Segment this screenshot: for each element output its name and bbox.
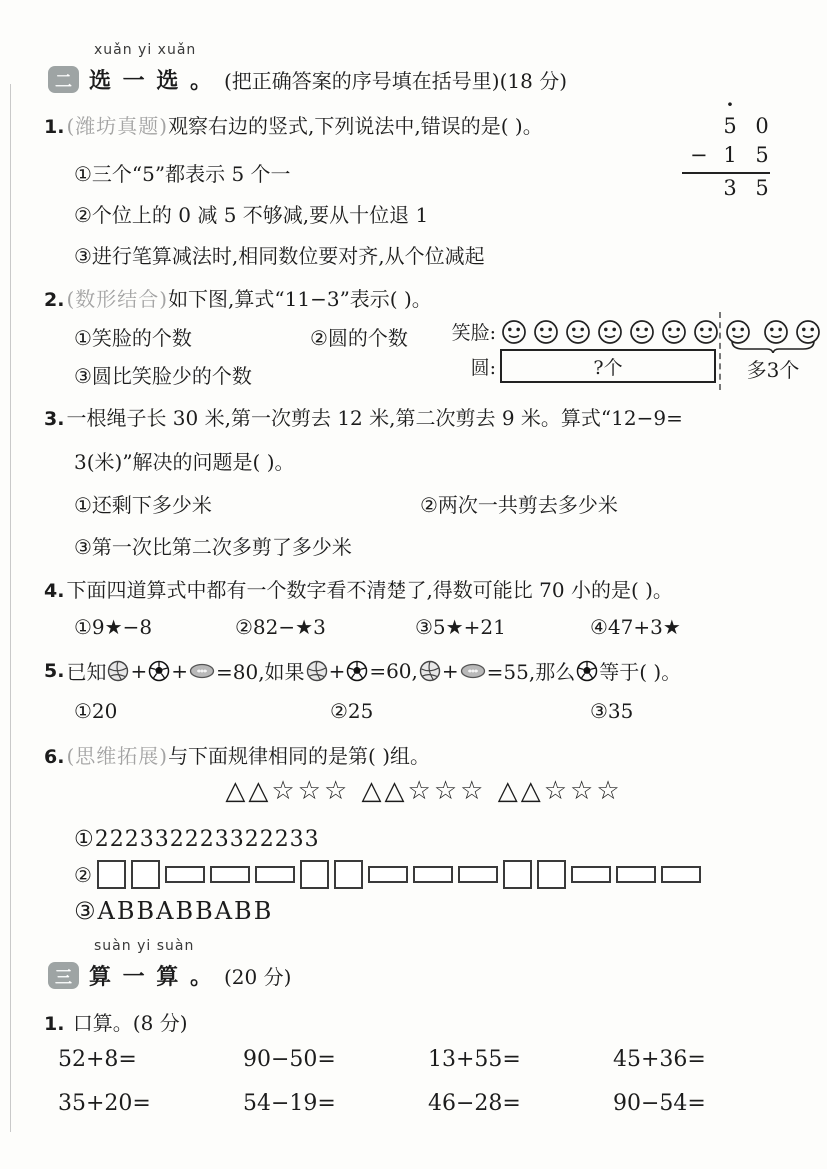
question-2-tag: (数形结合) [66,287,169,311]
q2-options-row [74,322,408,351]
question-1-tag: (潍坊真题) [66,114,169,138]
q6-option-1: ①222332223322233 [74,827,320,852]
question-2 [44,283,432,312]
q4-options-row [74,615,681,639]
section-calc-note: (20 分) [223,965,292,989]
q4-option-2: ②82−★3 [235,615,326,639]
page-left-border [10,84,11,1132]
q5-option-3: ③35 [590,699,634,723]
q6-option-2 [74,860,701,889]
question-6-tag: (思维拓展) [66,744,169,768]
q3-option-2: ②两次一共剪去多少米 [420,493,618,517]
question-5-number: 5. [44,659,65,682]
smiley-group-left [500,319,752,345]
soccer-ball-icon [346,660,368,682]
soccer-ball-icon [576,660,598,682]
q5-text-segment: 等于( )。 [599,660,682,684]
flat-rect-shape [368,866,408,883]
question-5-equation [66,656,681,685]
extra-count-label: 多3个 [746,357,800,382]
question-1-number: 1. [44,116,65,138]
q5-text-segment: 已知 [66,660,107,684]
q5-text-segment: + [171,658,188,683]
big-square-shape [97,860,126,889]
oral-problems-row-1 [58,1047,798,1072]
borrow-dot: · [726,92,734,116]
q5-text-segment: =60, [369,658,418,683]
q1-option-3: ③进行笔算减法时,相同数位要对齐,从个位减起 [74,244,485,268]
oral-problem: 45+36= [613,1047,706,1072]
question-1 [44,110,543,139]
volleyball-icon [419,660,441,682]
oral-problem: 90−54= [613,1091,706,1116]
volleyball-icon [306,660,328,682]
question-3-text-line1: 一根绳子长 30 米,第一次剪去 12 米,第二次剪去 9 米。算式“12−9= [66,406,683,430]
smiley-face-icon [795,319,821,345]
oral-problem: 52+8= [58,1047,137,1072]
oral-problem: 13+55= [428,1047,521,1072]
q2-option-2: ②圆的个数 [310,326,408,350]
q4-option-3: ③5★+21 [415,615,506,639]
q5-options-row [74,699,633,723]
calc-question-1-number: 1. [44,1013,65,1035]
calc-question-1 [44,1007,188,1036]
vcalc-digit: 5 [755,176,769,200]
section-choose-pinyin: xuǎn yi xuǎn [94,42,197,58]
section-choose-note: (把正确答案的序号填在括号里)(18 分) [223,69,568,93]
section-choose-badge: 二 [48,66,79,93]
big-square-shape [131,860,160,889]
flat-rect-shape [255,866,295,883]
flat-rect-shape [458,866,498,883]
q5-text-segment: + [441,658,459,683]
question-6-text: 与下面规律相同的是第( )组。 [168,744,431,768]
section-calc-title: 算 一 算 。 [89,964,214,990]
oral-problem: 46−28= [428,1091,521,1116]
q5-text-segment: + [130,658,148,683]
section-calc-pinyin: suàn yi suàn [94,938,195,954]
q5-text-segment: + [328,658,346,683]
q4-option-1: ①9★−8 [74,615,153,639]
smiley-face-icon [629,319,655,345]
question-6-number: 6. [44,746,65,768]
circle-row [438,349,800,383]
question-4 [44,574,673,603]
q2-option-3: ③圆比笑脸少的个数 [74,364,252,388]
extra-annotation [730,340,816,383]
circle-row-label: 圆: [470,356,496,379]
vcalc-digit: 3 [723,176,737,200]
q6-option-3: ③ABBABBABB [74,897,274,925]
vcalc-digit: 1 [723,143,737,167]
oral-problems-row-2 [58,1091,798,1116]
vcalc-digit: 5 [755,143,769,167]
q5-option-1: ①20 [74,699,118,723]
question-4-number: 4. [44,580,65,602]
question-5 [44,656,681,685]
flat-rect-shape [210,866,250,883]
q3-option-1: ①还剩下多少米 [74,493,212,517]
section-calc-badge: 三 [48,962,79,989]
vcalc-result-row [672,174,770,203]
smiley-group-right [762,319,827,345]
q2-option-1: ①笑脸的个数 [74,326,192,350]
section-choose-title: 选 一 选 。 [89,68,214,94]
smiley-face-icon [533,319,559,345]
q1-option-1: ①三个“5”都表示 5 个一 [74,162,291,186]
q2-diagram [438,318,800,383]
oral-problem: 35+20= [58,1091,151,1116]
smiley-face-icon [763,319,789,345]
smiley-face-icon [597,319,623,345]
smiley-face-icon [661,319,687,345]
rugby-ball-icon [189,661,215,681]
rugby-ball-icon [460,661,486,681]
soccer-ball-icon [148,660,170,682]
question-1-text: 观察右边的竖式,下列说法中,错误的是( )。 [168,114,543,138]
vertical-subtraction [672,92,770,203]
question-6 [44,740,430,769]
volleyball-icon [107,660,129,682]
q4-option-4: ④47+3★ [590,615,681,639]
question-4-text: 下面四道算式中都有一个数字看不清楚了,得数可能比 70 小的是( )。 [66,578,673,602]
q5-text-segment: =80,如果 [215,660,305,684]
q3-options-row [74,489,618,518]
minus-sign: − [690,143,708,167]
q6-triangle-star-pattern: △△☆☆☆ △△☆☆☆ △△☆☆☆ [225,776,623,806]
smiley-face-icon [693,319,719,345]
question-3-number: 3. [44,408,65,430]
flat-rect-shape [165,866,205,883]
flat-rect-shape [571,866,611,883]
vcalc-digit: · 5 [723,92,737,138]
q1-option-2: ②个位上的 0 减 5 不够减,要从十位退 1 [74,203,429,227]
big-square-shape [334,860,363,889]
smiley-face-icon [725,319,751,345]
smiley-row [438,318,788,345]
dashed-divider [719,312,721,390]
vcalc-digit: 0 [755,114,769,138]
q5-option-2: ②25 [330,699,374,723]
vcalc-minuend-row [672,92,770,141]
smiley-face-icon [501,319,527,345]
question-3-text-line2: 3(米)”解决的问题是( )。 [74,450,295,474]
flat-rect-shape [661,866,701,883]
question-2-text: 如下图,算式“11−3”表示( )。 [168,287,432,311]
question-2-number: 2. [44,289,65,311]
q3-option-3: ③第一次比第二次多剪了多少米 [74,535,352,559]
big-square-shape [300,860,329,889]
big-square-shape [537,860,566,889]
calc-question-1-text: 口算。(8 分) [72,1011,188,1035]
smiley-face-icon [565,319,591,345]
section-calc-header [48,960,291,991]
q6-option-2-label: ② [74,862,92,887]
question-3 [44,402,683,431]
q5-text-segment: =55,那么 [486,660,576,684]
big-square-shape [503,860,532,889]
oral-problem: 54−19= [243,1091,336,1116]
q6-square-pattern [97,860,701,889]
vcalc-subtrahend-row [672,141,770,170]
question-mark-box: ?个 [500,349,716,383]
flat-rect-shape [616,866,656,883]
flat-rect-shape [413,866,453,883]
section-choose-header [48,64,567,95]
smiley-row-label: 笑脸: [451,322,496,344]
oral-problem: 90−50= [243,1047,336,1072]
